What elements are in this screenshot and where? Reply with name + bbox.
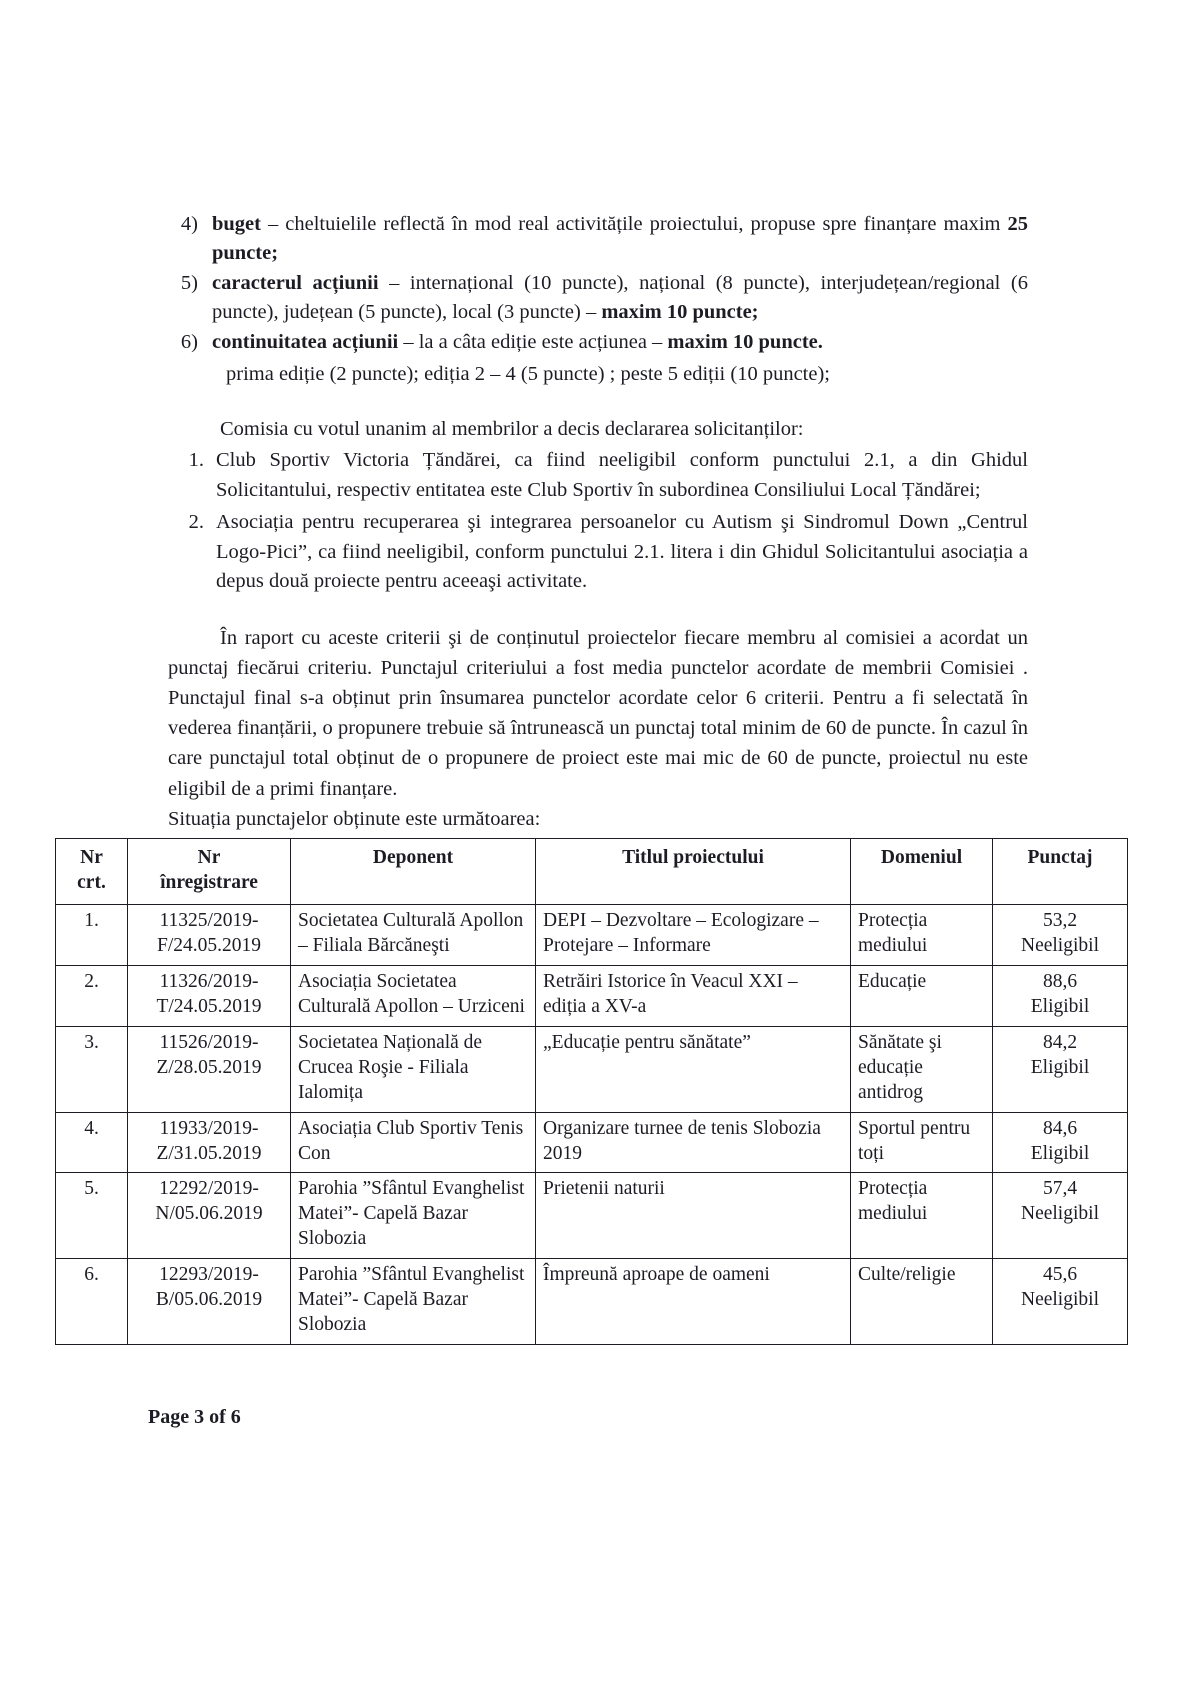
declarations-list [168,446,1028,597]
declaration-item [168,508,1028,597]
cell-domeniu: Culte/religie [851,1259,993,1345]
declaration-text: Club Sportiv Victoria Țăndărei, ca fiind neeligibil conform punctului 2.1, a din Ghidul Solicitantului, respectiv entitatea este Club Sportiv în subordinea Consiliului Local Țăndărei; [216,449,1028,502]
score-value: 84,2 [1042,1031,1078,1053]
table-row [56,1173,1128,1259]
page-footer: Page 3 of 6 [148,1406,241,1428]
cell-titlu: Organizare turnee de tenis Slobozia 2019 [536,1112,851,1173]
cell-domeniu: Sănătate şi educație antidrog [851,1026,993,1112]
table-row [56,965,1128,1026]
cell-nr-crt: 2. [56,965,128,1026]
table-row [56,1026,1128,1112]
criteria-text: caracterul acțiunii – internațional (10 puncte), național (8 puncte), interjudețean/regional (6 puncte), județean (5 puncte), local (3 puncte) – maxim 10 puncte; [212,272,1029,324]
cell-punctaj [993,904,1128,965]
cell-titlu: Retrăiri Istorice în Veacul XXI – ediția a XV-a [536,965,851,1026]
score-status: Eligibil [1030,995,1090,1017]
cell-nr-inregistrare: 12293/2019- B/05.06.2019 [128,1259,291,1345]
cell-domeniu: Sportul pentru toți [851,1112,993,1173]
cell-punctaj [993,1026,1128,1112]
criteria-number: 5) [180,272,198,295]
col-header-deponent: Deponent [291,839,536,905]
criteria-number: 4) [180,213,198,235]
table-body [56,904,1128,1344]
cell-nr-crt: 4. [56,1112,128,1173]
criteria-item [168,269,1028,327]
document-body [168,210,1028,834]
cell-punctaj [993,1173,1128,1259]
col-header-nr-crt: Nr crt. [56,839,128,905]
cell-nr-inregistrare: 11933/2019- Z/31.05.2019 [128,1112,291,1173]
cell-deponent: Parohia ”Sfântul Evanghelist Matei”- Capelă Bazar Slobozia [291,1259,536,1345]
cell-titlu: Împreună aproape de oameni [536,1259,851,1345]
score-status: Eligibil [1030,1142,1090,1164]
cell-deponent: Societatea Culturală Apollon – Filiala Bărcăneşti [291,904,536,965]
situation-line: Situația punctajelor obținute este următoarea: [168,807,541,830]
edition-points-line: prima ediție (2 puncte); ediția 2 – 4 (5 puncte) ; peste 5 ediții (10 puncte); [226,362,830,385]
score-status: Eligibil [1030,1056,1090,1078]
cell-nr-inregistrare: 11325/2019- F/24.05.2019 [128,904,291,965]
declaration-number: 2. [188,510,204,533]
col-header-titlul-proiectului: Titlul proiectului [536,839,851,905]
cell-titlu: Prietenii naturii [536,1173,851,1259]
cell-domeniu: Protecția mediului [851,1173,993,1259]
commission-intro: Comisia cu votul unanim al membrilor a decis declararea solicitanților: [220,417,804,440]
cell-nr-inregistrare: 11526/2019- Z/28.05.2019 [128,1026,291,1112]
cell-nr-inregistrare: 11326/2019- T/24.05.2019 [128,965,291,1026]
cell-deponent: Asociația Club Sportiv Tenis Con [291,1112,536,1173]
cell-deponent: Societatea Națională de Crucea Roşie - Filiala Ialomița [291,1026,536,1112]
results-table [55,838,1128,1345]
cell-nr-inregistrare: 12292/2019- N/05.06.2019 [128,1173,291,1259]
criteria-list [168,210,1028,358]
table-header-row [56,839,1128,905]
score-status: Neeligibil [1021,1203,1099,1225]
declaration-text: Asociația pentru recuperarea şi integrarea persoanelor cu Autism şi Sindromul Down „Centrul Logo-Pici”, ca fiind neeligibil, conform punctului 2.1. litera i din Ghidul Solicitantului asociația a depus două proiecte pentru aceeaşi activitate. [216,510,1028,593]
col-header-domeniul: Domeniul [851,839,993,905]
cell-titlu: „Educație pentru sănătate” [536,1026,851,1112]
declaration-number: 1. [188,449,204,472]
table-row [56,1259,1128,1345]
cell-nr-crt: 3. [56,1026,128,1112]
declaration-item [168,446,1028,505]
cell-deponent: Asociația Societatea Culturală Apollon – Urziceni [291,965,536,1026]
cell-punctaj [993,1259,1128,1345]
cell-domeniu: Protecția mediului [851,904,993,965]
col-header-nr-inregistrare: Nr înregistrare [128,839,291,905]
cell-nr-crt: 5. [56,1173,128,1259]
score-value: 57,4 [1042,1178,1078,1200]
cell-deponent: Parohia ”Sfântul Evanghelist Matei”- Capelă Bazar Slobozia [291,1173,536,1259]
results-table-wrapper [55,838,1099,1345]
table-row [56,1112,1128,1173]
cell-punctaj [993,1112,1128,1173]
score-value: 53,2 [1042,909,1078,931]
criteria-text: buget – cheltuielile reflectă în mod real activitățile proiectului, propuse spre finanțare maxim 25 puncte; [212,213,1028,265]
score-status: Neeligibil [1021,934,1099,956]
criteria-item [168,210,1028,268]
criteria-text: continuitatea acțiunii – la a câta ediție este acțiunea – maxim 10 puncte. [212,331,823,354]
cell-nr-crt: 6. [56,1259,128,1345]
cell-titlu: DEPI – Dezvoltare – Ecologizare – Protejare – Informare [536,904,851,965]
scoring-paragraph: În raport cu aceste criterii şi de conținutul proiectelor fiecare membru al comisiei a acordat un punctaj fiecărui criteriu. Punctajul criteriului a fost media punctelor acordate de membrii Comisiei . Punctajul final s-a obținut prin însumarea punctelor acordate celor 6 criterii. Pentru a fi selectată în vederea finanțării, o propunere trebuie să întrunească un punctaj total minim de 60 de puncte. În cazul în care punctajul total obținut de o propunere de proiect este mai mic de 60 de puncte, proiectul nu este eligibil de a primi finanțare. [168,626,1028,800]
col-header-punctaj: Punctaj [993,839,1128,905]
table-head [56,839,1128,905]
score-value: 88,6 [1042,970,1078,992]
score-value: 84,6 [1042,1117,1078,1139]
criteria-item [168,328,1028,357]
cell-nr-crt: 1. [56,904,128,965]
score-value: 45,6 [1042,1264,1078,1286]
score-status: Neeligibil [1021,1289,1099,1311]
cell-domeniu: Educație [851,965,993,1026]
table-row [56,904,1128,965]
criteria-number: 6) [180,331,198,354]
cell-punctaj [993,965,1128,1026]
